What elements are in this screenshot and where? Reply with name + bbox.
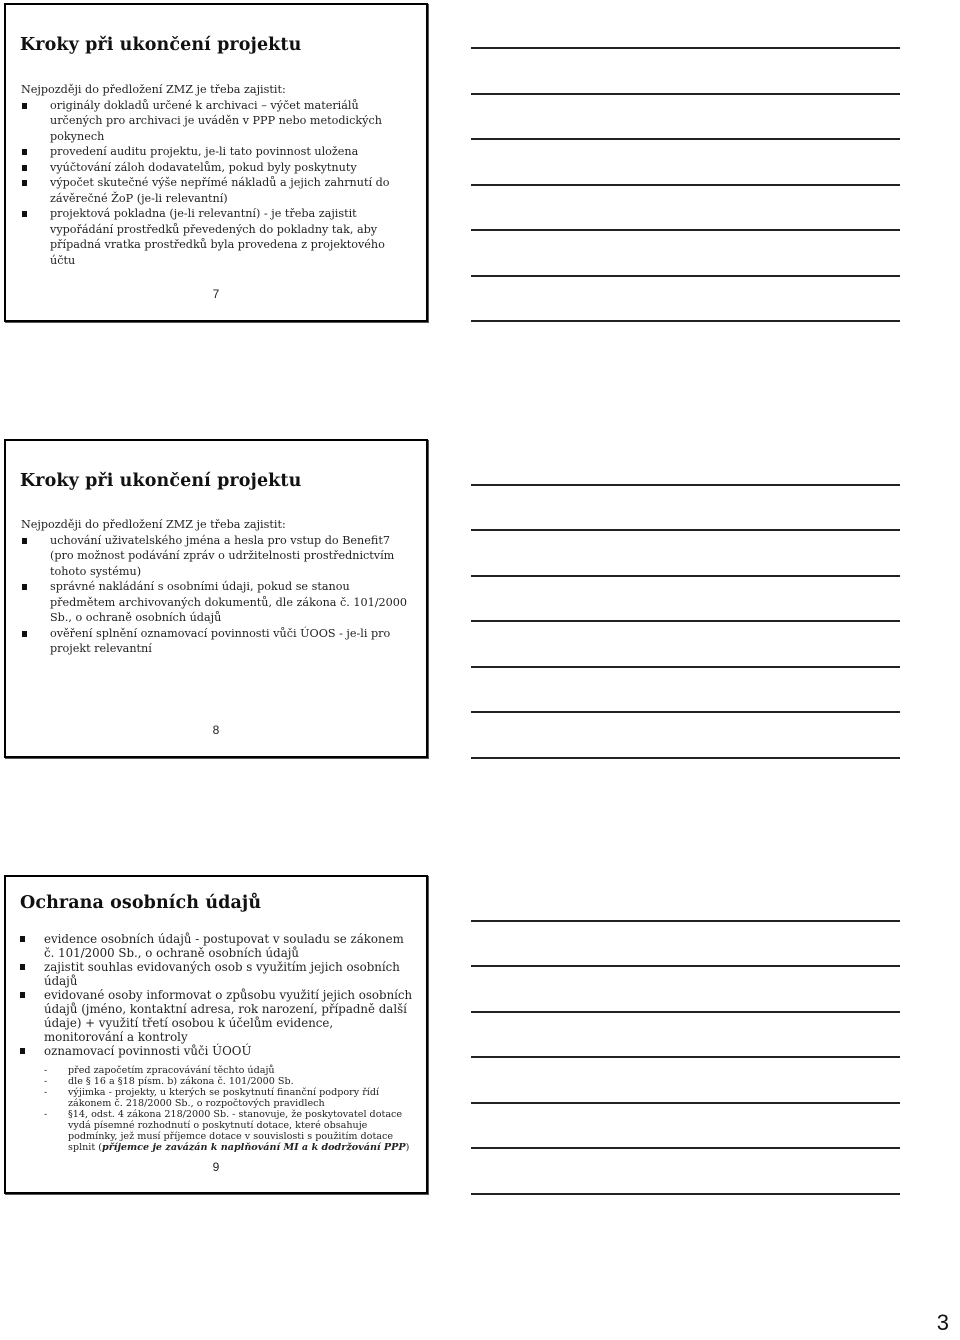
slide-title: Kroky při ukončení projektu [20,471,302,491]
bullet-square-icon [22,149,27,155]
sub-list-item: - dle § 16 a §18 písm. b) zákona č. 101/2000 Sb. [44,1076,294,1087]
sub-list-item: - §14, odst. 4 zákona 218/2000 Sb. - stanovuje, že poskytovatel dotace vydá písemné rozhodnutí o poskytnutí dotace, které obsahuje podmínky, jež musí příjemce dotace v souvislosti s použitím dotace splnit (příjemce je zavázán k naplňování MI a k dodržování PPP) [44,1109,410,1153]
list-item: evidence osobních údajů - postupovat v souladu se zákonem č. 101/2000 Sb., o ochraně osobních údajů [20,932,414,960]
list-item: uchování uživatelského jména a hesla pro vstup do Benefit7 (pro možnost podávání zpráv o udržitelnosti prostřednictvím tohoto systému) [21,533,412,580]
bullet-list [21,533,412,657]
list-item: zajistit souhlas evidovaných osob s využitím jejich osobních údajů [20,960,414,988]
list-item: vyúčtování záloh dodavatelům, pokud byly poskytnuty [21,160,412,176]
sheet-page-number: 3 [936,1310,949,1335]
slide-body [21,517,412,657]
slide-8 [4,439,428,758]
sub-list-item: - před započetím zpracovávání těchto údajů [44,1065,275,1076]
bullet-square-icon [22,584,27,590]
slide-page-number: 7 [212,287,220,301]
bullet-square-icon [20,936,25,942]
slide-body [21,82,412,268]
list-item: provedení auditu projektu, je-li tato povinnost uložena [21,144,412,160]
emphasis-text: příjemce je zavázán k naplňování MI a k dodržování PPP [102,1142,406,1153]
bullet-square-icon [22,538,27,544]
list-item: ověření splnění oznamovací povinnosti vůči ÚOOS - je-li pro projekt relevantní [21,626,412,657]
list-item: správné nakládání s osobními údaji, pokud se stanou předmětem archivovaných dokumentů, dle zákona č. 101/2000 Sb., o ochraně osobních údajů [21,579,412,626]
bullet-square-icon [22,631,27,637]
bullet-square-icon [20,992,25,998]
bullet-list [20,932,414,1153]
slide-9 [4,875,428,1194]
bullet-square-icon [22,103,27,109]
bullet-square-icon [20,964,25,970]
slide-page-number: 8 [212,723,220,737]
sub-list-item: - výjimka - projekty, u kterých se poskytnutí finanční podpory řídí zákonem č. 218/2000 Sb., o rozpočtových pravidlech [44,1087,380,1109]
list-item: oznamovací povinnosti vůči ÚOOÚ - před započetím zpracovávání těchto údajů - dle § 16 a §18 písm. b) zákona č. 101/2000 Sb. - výjimka - projekty, u kterých se poskytnutí finanční podpory řídí zákonem č. 218/2000 Sb., o rozpočtových pravidlech - §14, odst. 4 zákona 218/2000 Sb. - stanovuje, že poskytovatel dotace vydá písemné rozhodnutí o poskytnutí dotace, které obsahuje podmínky, jež musí příjemce dotace v souvislosti s použitím dotace splnit (příjemce je zavázán k naplňování MI a k dodržování PPP) [20,1044,414,1153]
slide-intro: Nejpozději do předložení ZMZ je třeba zajistit: [21,518,286,531]
bullet-list [21,98,412,269]
list-item: projektová pokladna (je-li relevantní) - je třeba zajistit vypořádání prostředků převedených do pokladny tak, aby případná vratka prostředků byla provedena z projektového účtu [21,206,412,268]
slide-7 [4,3,428,322]
sub-bullet-list [44,1065,414,1153]
slide-title: Kroky při ukončení projektu [20,35,302,55]
bullet-square-icon [22,211,27,217]
list-item: výpočet skutečné výše nepřímé nákladů a jejich zahrnutí do závěrečné ŽoP (je-li relevantní) [21,175,412,206]
bullet-square-icon [20,1048,25,1054]
bullet-square-icon [22,180,27,186]
slide-intro: Nejpozději do předložení ZMZ je třeba zajistit: [21,83,286,96]
slide-title: Ochrana osobních údajů [20,893,262,913]
list-item: originály dokladů určené k archivaci – výčet materiálů určených pro archivaci je uváděn v PPP nebo metodických pokynech [21,98,412,145]
list-item: evidované osoby informovat o způsobu využití jejich osobních údajů (jméno, kontaktní adresa, rok narození, případně další údaje) + využití třetí osobou k účelům evidence, monitorování a kontroly [20,988,414,1044]
slide-body [20,932,414,1153]
bullet-square-icon [22,165,27,171]
slide-page-number: 9 [212,1160,220,1174]
